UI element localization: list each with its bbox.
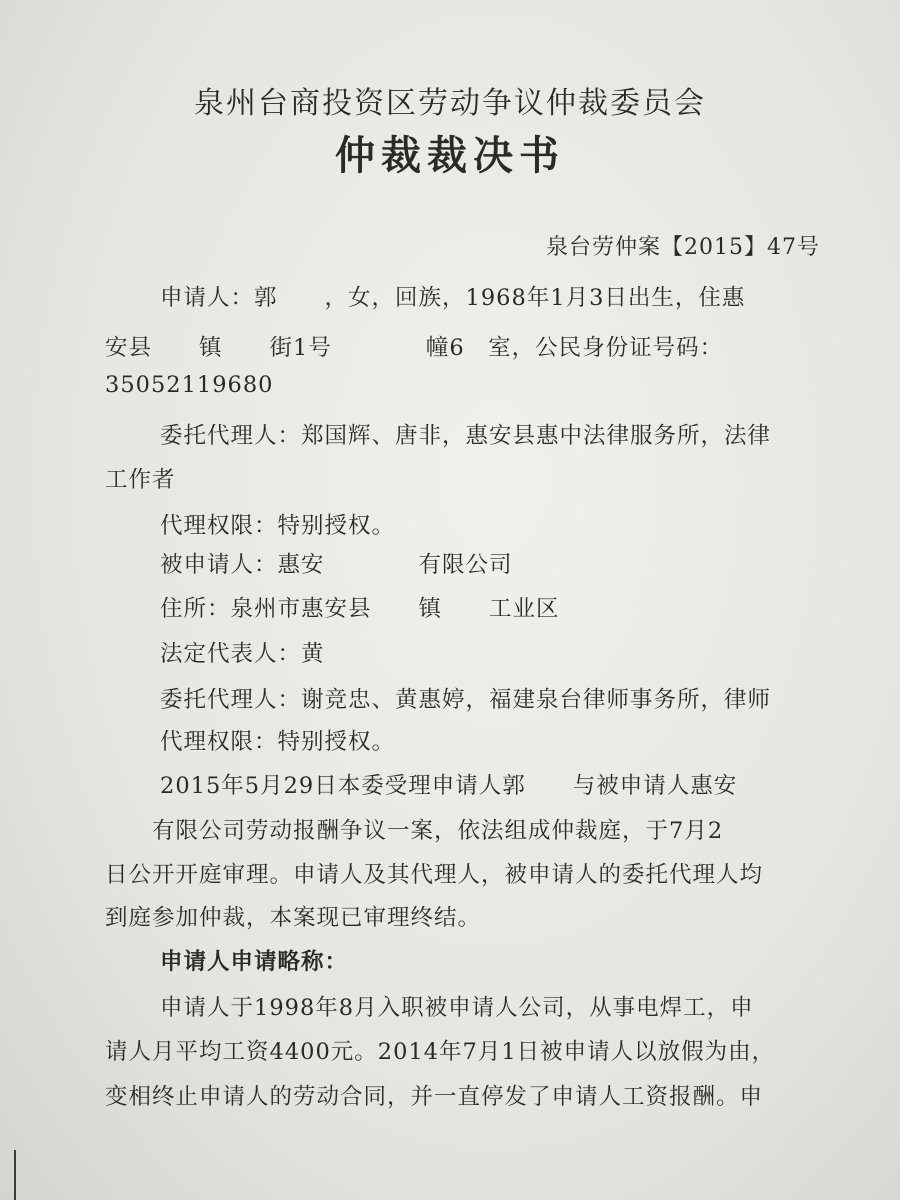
page-edge-mark — [14, 1150, 16, 1200]
applicant-line-1: 申请人：郭 ，女，回族，1968年1月3日出生，住惠 — [160, 285, 746, 311]
claim-paragraph-line-1: 申请人于1998年8月入职被申请人公司，从事电焊工，申 — [160, 995, 754, 1021]
organization-name: 泉州台商投资区劳动争议仲裁委员会 — [194, 86, 706, 121]
applicant-agent-line-2: 工作者 — [105, 467, 176, 493]
respondent-line: 被申请人：惠安 有限公司 — [160, 552, 513, 578]
applicant-line-2: 安县 镇 街1号 幢6 室，公民身份证号码： — [105, 335, 724, 361]
claim-paragraph-line-3: 变相终止申请人的劳动合同，并一直停发了申请人工资报酬。申 — [105, 1084, 764, 1110]
respondent-address: 住所：泉州市惠安县 镇 工业区 — [160, 596, 560, 622]
case-number: 泉台劳仲案【2015】47号 — [546, 235, 820, 260]
respondent-agent-authority: 代理权限：特别授权。 — [160, 729, 396, 755]
case-paragraph-line-1: 2015年5月29日本委受理申请人郭 与被申请人惠安 — [160, 773, 738, 799]
case-paragraph-line-4: 到庭参加仲裁，本案现已审理终结。 — [105, 905, 482, 931]
document-title: 仲裁裁决书 — [335, 132, 565, 179]
case-paragraph-line-2: 有限公司劳动报酬争议一案，依法组成仲裁庭，于7月2 — [105, 818, 724, 844]
section-heading: 申请人申请略称： — [160, 949, 349, 975]
respondent-agent: 委托代理人：谢竞忠、黄惠婷，福建泉台律师事务所，律师 — [160, 687, 772, 713]
applicant-id-number: 35052119680 — [105, 372, 274, 398]
case-paragraph-line-3: 日公开开庭审理。申请人及其代理人，被申请人的委托代理人均 — [105, 862, 764, 888]
applicant-agent-line-1: 委托代理人：郑国辉、唐非，惠安县惠中法律服务所，法律 — [160, 423, 772, 449]
claim-paragraph-line-2: 请人月平均工资4400元。2014年7月1日被申请人以放假为由， — [105, 1039, 776, 1065]
respondent-legal-rep: 法定代表人：黄 — [160, 641, 325, 667]
applicant-agent-authority: 代理权限：特别授权。 — [160, 513, 396, 539]
